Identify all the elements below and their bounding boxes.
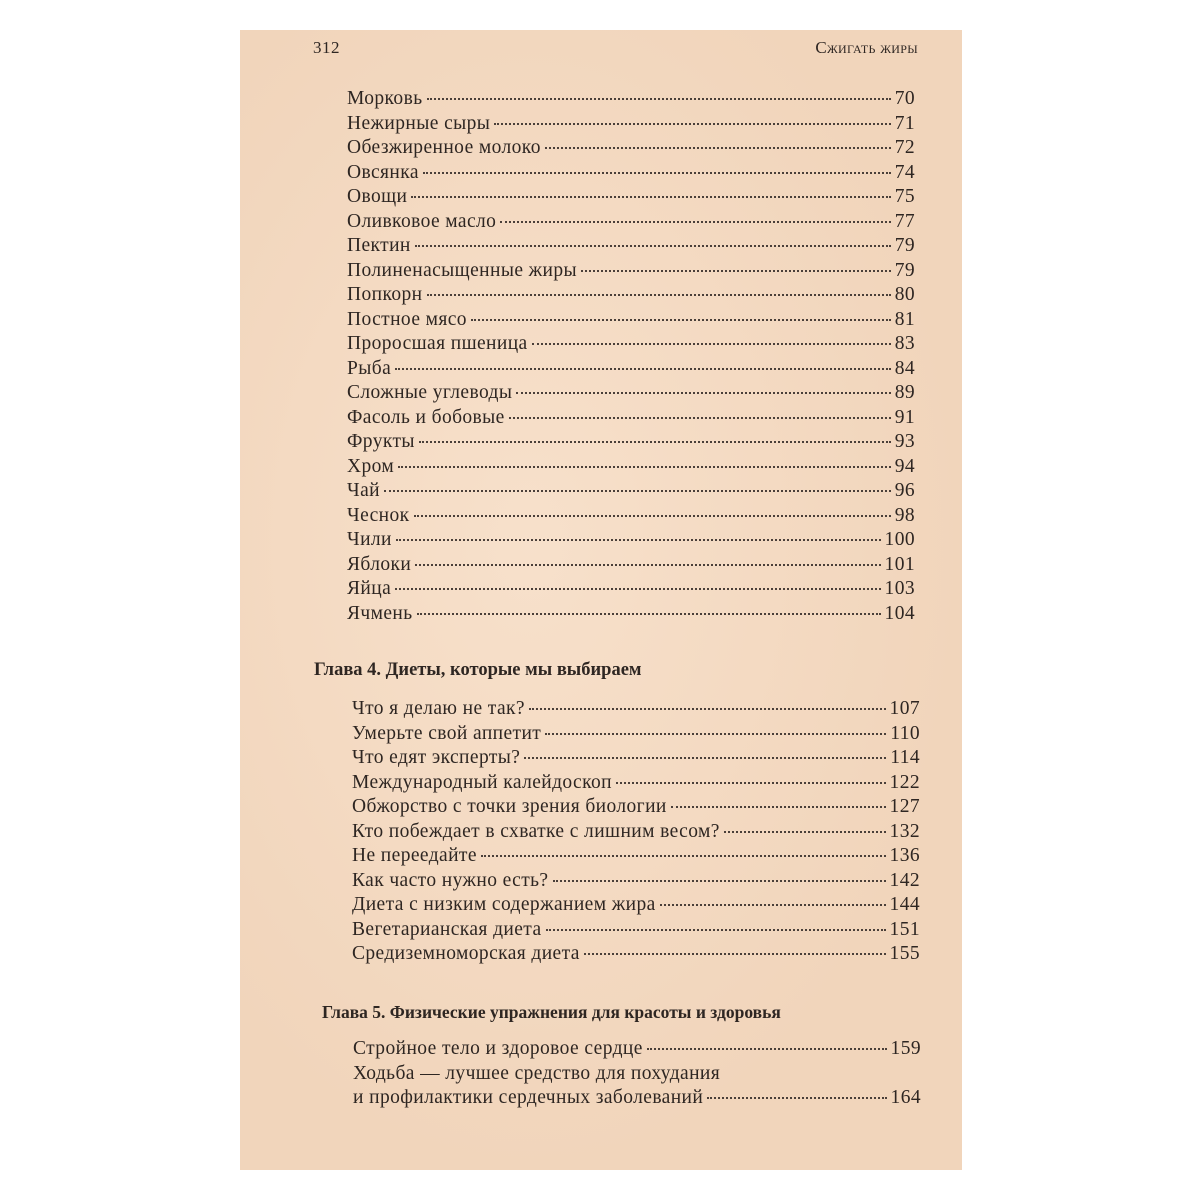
toc-entry-page: 144 (889, 894, 920, 915)
toc-entry (347, 578, 915, 602)
dot-leader (647, 1048, 887, 1050)
dot-leader (417, 613, 881, 615)
dot-leader (529, 708, 886, 710)
toc-entry-label: Вегетарианская диета (352, 918, 542, 940)
toc-entry-label: Рыба (347, 357, 392, 379)
dot-leader (707, 1097, 886, 1099)
toc-entry (347, 358, 915, 382)
toc-entry-label: Чили (347, 529, 392, 550)
toc-entry-label: Попкорн (347, 284, 423, 305)
toc-entry (347, 554, 915, 578)
toc-entry-page: 91 (894, 406, 915, 428)
toc-entry-page: 155 (889, 943, 920, 964)
dot-leader (546, 929, 886, 931)
dot-leader (516, 392, 890, 394)
toc-entry-page: 159 (890, 1038, 921, 1059)
toc-entry-page: 100 (884, 529, 915, 550)
toc-entry-page: 93 (894, 431, 915, 452)
toc-entry (352, 894, 920, 918)
dot-leader (427, 294, 891, 296)
toc-entry-label: и профилактики сердечных заболеваний (353, 1087, 704, 1108)
toc-entry (352, 772, 920, 796)
dot-leader (584, 953, 886, 955)
toc-entry-label: Не переедайте (352, 845, 477, 866)
dot-leader (724, 831, 886, 833)
dot-leader (660, 904, 886, 906)
toc-entry-label: Хром (347, 455, 395, 477)
toc-entry-page: 164 (890, 1087, 921, 1108)
toc-entry (352, 870, 920, 894)
dot-leader (553, 880, 886, 882)
toc-entry-page: 79 (894, 235, 915, 256)
toc-entry-page: 89 (894, 382, 915, 403)
dot-leader (532, 343, 891, 345)
toc-entry-label: Оливковое масло (347, 210, 497, 232)
toc-entry-label: Средиземноморская диета (352, 943, 580, 964)
toc-entry (353, 1087, 921, 1111)
toc-entry (347, 137, 915, 161)
toc-entry-page: 79 (894, 259, 915, 281)
toc-entry (352, 747, 920, 771)
toc-entry-label: Яблоки (347, 553, 412, 575)
toc-entry-page: 103 (884, 578, 915, 599)
toc-entry-page: 96 (894, 480, 915, 501)
toc-entry-page: 122 (889, 771, 920, 793)
toc-entry-label: Международный калейдоскоп (352, 771, 612, 793)
toc-entry-page: 107 (889, 698, 920, 719)
toc-entry-page: 110 (890, 722, 920, 744)
toc-entry-page: 72 (894, 137, 915, 158)
toc-entry-label: Сложные углеводы (347, 382, 513, 403)
toc-entry-label: Что едят эксперты? (352, 747, 521, 768)
toc-entry (347, 211, 915, 235)
toc-entry (352, 698, 920, 722)
dot-leader (384, 490, 891, 492)
dot-leader (494, 123, 890, 125)
toc-entry (347, 431, 915, 455)
toc-entry (352, 796, 920, 820)
dot-leader (415, 564, 880, 566)
toc-entry-page: 114 (890, 747, 920, 768)
dot-leader (419, 441, 891, 443)
toc-entry-label: Пектин (347, 235, 411, 256)
toc-entry-page: 101 (884, 553, 915, 575)
toc-entry-page: 151 (889, 918, 920, 940)
toc-entry-label: Нежирные сыры (347, 112, 491, 134)
chapter-4-heading: Глава 4. Диеты, которые мы выбираем (314, 660, 642, 680)
dot-leader (616, 782, 886, 784)
dot-leader (415, 245, 891, 247)
toc-entry (347, 162, 915, 186)
toc-entry-page: 84 (894, 357, 915, 379)
toc-entry-label: Яйца (347, 578, 392, 599)
toc-entry-label: Ячмень (347, 602, 413, 624)
dot-leader (545, 733, 886, 735)
toc-entry-page: 136 (889, 845, 920, 866)
toc-entry-label: Умерьте свой аппетит (352, 722, 542, 744)
dot-leader (411, 196, 890, 198)
toc-entry-label: Полиненасыщенные жиры (347, 259, 578, 281)
dot-leader (395, 368, 891, 370)
toc-entry-label: Овощи (347, 186, 408, 207)
dot-leader (427, 98, 891, 100)
toc-entry-label: Фрукты (347, 431, 415, 452)
toc-entry-label: Постное мясо (347, 308, 467, 330)
dot-leader (581, 270, 891, 272)
toc-entry (347, 333, 915, 357)
toc-entry-label: Морковь (347, 88, 423, 109)
toc-entry-page: 142 (889, 869, 920, 891)
toc-entry-page: 75 (894, 186, 915, 207)
dot-leader (509, 417, 891, 419)
toc-entry (347, 186, 915, 210)
toc-entry-first-line: Ходьба — лучшее средство для похудания (353, 1062, 721, 1084)
dot-leader (414, 515, 891, 517)
toc-entry (347, 113, 915, 137)
toc-entry-page: 132 (889, 820, 920, 842)
toc-entry-page: 94 (894, 455, 915, 477)
toc-entry (347, 284, 915, 308)
dot-leader (500, 221, 890, 223)
toc-entry-label: Обезжиренное молоко (347, 137, 541, 158)
toc-entry (347, 456, 915, 480)
toc-entry (347, 603, 915, 627)
toc-entry-page: 81 (894, 308, 915, 330)
toc-entry-label: Чай (347, 480, 380, 501)
toc-entry (347, 260, 915, 284)
toc-entry-page: 80 (894, 284, 915, 305)
running-title: Сжигать жиры (815, 38, 918, 57)
toc-entry-page: 70 (894, 88, 915, 109)
toc-entry-label: Что я делаю не так? (352, 698, 525, 719)
toc-entry (352, 845, 920, 869)
dot-leader (395, 588, 880, 590)
toc-entry (347, 505, 915, 529)
toc-entry (352, 943, 920, 967)
toc-entry (347, 407, 915, 431)
toc-entry-label: Кто побеждает в схватке с лишним весом? (352, 820, 720, 842)
toc-entry (347, 529, 915, 553)
toc-entry (352, 919, 920, 943)
toc-entry-label: Проросшая пшеница (347, 333, 528, 354)
dot-leader (481, 855, 886, 857)
book-page (240, 30, 962, 1170)
running-head (313, 38, 918, 62)
dot-leader (671, 806, 886, 808)
toc-entry-page: 74 (894, 161, 915, 183)
toc-entry (347, 309, 915, 333)
toc-entry (347, 480, 915, 504)
toc-entry-page: 77 (894, 210, 915, 232)
toc-entry-label: Стройное тело и здоровое сердце (353, 1038, 643, 1059)
toc-entry (347, 88, 915, 112)
toc-entry-label: Как часто нужно есть? (352, 869, 549, 891)
toc-entry (347, 382, 915, 406)
toc-entry-label: Фасоль и бобовые (347, 406, 505, 428)
dot-leader (524, 757, 886, 759)
dot-leader (396, 539, 881, 541)
toc-entry-page: 98 (894, 504, 915, 526)
toc-entry-page: 127 (889, 796, 920, 817)
toc-entry-label: Диета с низким содержанием жира (352, 894, 656, 915)
dot-leader (471, 319, 891, 321)
toc-entry-label: Обжорство с точки зрения биологии (352, 796, 667, 817)
toc-entry-page: 83 (894, 333, 915, 354)
dot-leader (423, 172, 891, 174)
chapter-5-heading: Глава 5. Физические упражнения для красоты и здоровья (322, 1002, 781, 1022)
toc-entry-label: Чеснок (347, 504, 410, 526)
toc-entry-label: Овсянка (347, 161, 419, 183)
page-number: 312 (313, 38, 340, 57)
toc-entry (352, 723, 920, 747)
dot-leader (545, 147, 891, 149)
dot-leader (398, 466, 891, 468)
toc-entry-page: 104 (884, 602, 915, 624)
toc-entry (352, 821, 920, 845)
toc-entry (347, 235, 915, 259)
toc-entry-page: 71 (894, 112, 915, 134)
toc-entry (353, 1038, 921, 1062)
